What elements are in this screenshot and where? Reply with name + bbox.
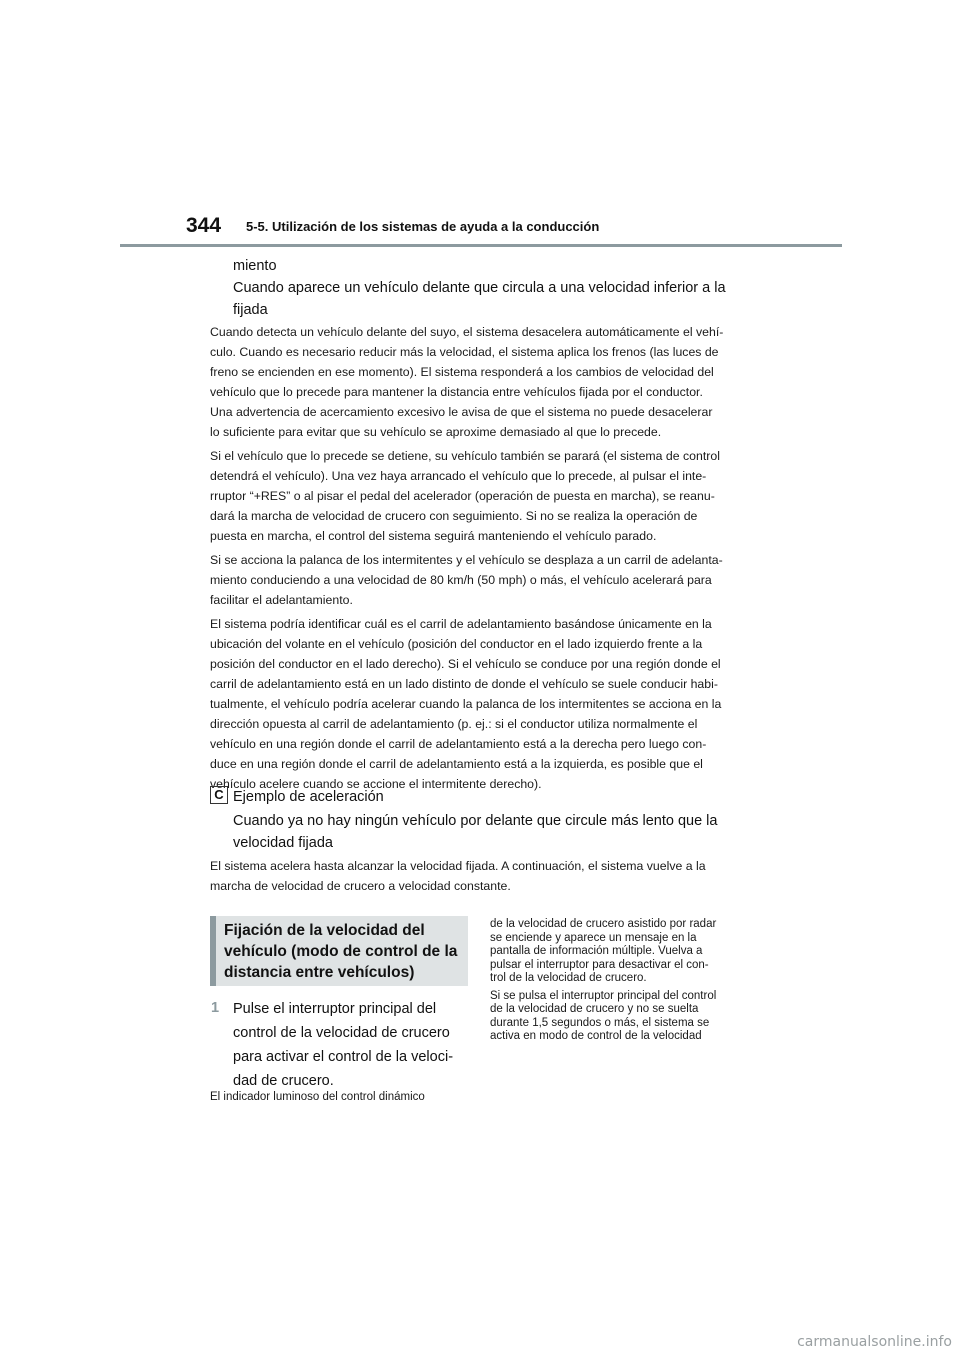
paragraph-2 (210, 446, 750, 546)
section-heading-line: Fijación de la velocidad del (224, 922, 425, 939)
line: vehículo acelere cuando se accione el intermitente derecho). (210, 777, 542, 791)
line: lo suficiente para evitar que su vehículo se aproxime demasiado al que lo precede. (210, 425, 662, 439)
line: dirección opuesta al carril de adelantamiento (p. ej.: si el conductor utiliza normalmente el (210, 717, 698, 731)
line: Si se acciona la palanca de los intermitentes y el vehículo se desplaza a un carril de adelanta- (210, 553, 723, 567)
right-column (490, 918, 755, 1048)
example-line-2: velocidad fijada (233, 835, 333, 851)
section-title: 5-5. Utilización de los sistemas de ayuda a la conducción (246, 219, 600, 234)
top-line-3: fijada (233, 302, 268, 318)
line: se enciende y aparece un mensaje en la (490, 931, 697, 944)
line: posición del conductor en el lado derecho). Si el vehículo se conduce por una región donde el (210, 657, 721, 671)
example-line-1: Cuando ya no hay ningún vehículo por delante que circule más lento que la (233, 813, 718, 829)
example-letter-badge: C (210, 786, 228, 804)
top-line-1: miento (233, 258, 277, 274)
left-note: El indicador luminoso del control dinámico (210, 1091, 425, 1103)
line: El sistema podría identificar cuál es el carril de adelantamiento basándose únicamente en la (210, 617, 712, 631)
paragraph-1 (210, 322, 750, 442)
line: tualmente, el vehículo podría acelerar cuando la palanca de los intermitentes se acciona en la (210, 697, 722, 711)
step-text (233, 997, 453, 1093)
line: vehículo en una región donde el carril de adelantamiento está a la derecha pero luego con- (210, 737, 707, 751)
step-number: 1 (211, 1000, 220, 1016)
line: Si el vehículo que lo precede se detiene, su vehículo también se parará (el sistema de control (210, 449, 720, 463)
paragraph-3 (210, 550, 750, 610)
example-paragraph (210, 856, 750, 896)
header-rule (120, 244, 842, 247)
line: Una advertencia de acercamiento excesivo le avisa de que el sistema no puede desacelerar (210, 405, 713, 419)
line: durante 1,5 segundos o más, el sistema se (490, 1016, 710, 1029)
line: Si se pulsa el interruptor principal del control (490, 989, 717, 1002)
section-heading-line: distancia entre vehículos) (224, 964, 415, 981)
top-line-2: Cuando aparece un vehículo delante que circula a una velocidad inferior a la (233, 280, 726, 296)
paragraph-4 (210, 614, 750, 794)
line: activa en modo de control de la velocidad (490, 1030, 702, 1042)
line: marcha de velocidad de crucero a velocidad constante. (210, 879, 511, 893)
line: detendrá el vehículo). Una vez haya arrancado el vehículo que lo precede, al pulsar el inte- (210, 469, 707, 483)
line: facilitar el adelantamiento. (210, 593, 353, 607)
line: pulsar el interruptor para desactivar el con- (490, 958, 709, 971)
line: ubicación del volante en el vehículo (posición del conductor en el lado izquierdo frente a la (210, 637, 703, 651)
page-number: 344 (186, 214, 222, 237)
section-heading-box (210, 916, 468, 986)
line: rruptor “+RES” o al pisar el pedal del acelerador (operación de puesta en marcha), se reanu- (210, 489, 715, 503)
line: de la velocidad de crucero asistido por radar (490, 918, 717, 930)
line: Cuando detecta un vehículo delante del suyo, el sistema desacelera automáticamente el vehí- (210, 325, 724, 339)
line: vehículo que lo precede para mantener la distancia entre vehículos fijada por el conductor. (210, 385, 703, 399)
line: El sistema acelera hasta alcanzar la velocidad fijada. A continuación, el sistema vuelve a la (210, 859, 706, 873)
example-title: Ejemplo de aceleración (233, 789, 384, 805)
line: dará la marcha de velocidad de crucero con seguimiento. Si no se realiza la operación de (210, 509, 698, 523)
line: duce en una región donde el carril de adelantamiento está a la izquierda, es posible que el (210, 757, 703, 771)
line: pantalla de información múltiple. Vuelva a (490, 945, 703, 957)
line: puesta en marcha, el control del sistema seguirá manteniendo el vehículo parado. (210, 529, 657, 543)
line: culo. Cuando es necesario reducir más la velocidad, el sistema aplica los frenos (las luces de (210, 345, 719, 359)
line: miento conduciendo a una velocidad de 80 km/h (50 mph) o más, el vehículo acelerará para (210, 573, 712, 587)
step-line: para activar el control de la veloci- (233, 1049, 454, 1065)
section-heading-line: vehículo (modo de control de la (224, 943, 458, 960)
example-body (210, 856, 750, 900)
right-paragraph-1 (490, 918, 755, 986)
right-paragraph-2 (490, 990, 755, 1044)
line: trol de la velocidad de crucero. (490, 972, 647, 984)
step-line: control de la velocidad de crucero (233, 1025, 450, 1041)
step-line: Pulse el interruptor principal del (233, 1001, 437, 1017)
step-line: dad de crucero. (233, 1073, 334, 1089)
line: freno se encienden en ese momento). El sistema responderá a los cambios de velocidad del (210, 365, 714, 379)
body-text (210, 322, 750, 798)
line: de la velocidad de crucero y no se suelta (490, 1003, 699, 1015)
watermark-link[interactable]: carmanualsonline.info (797, 1334, 952, 1350)
line: carril de adelantamiento está en un lado distinto de donde el vehículo se suele conducir habi- (210, 677, 718, 691)
